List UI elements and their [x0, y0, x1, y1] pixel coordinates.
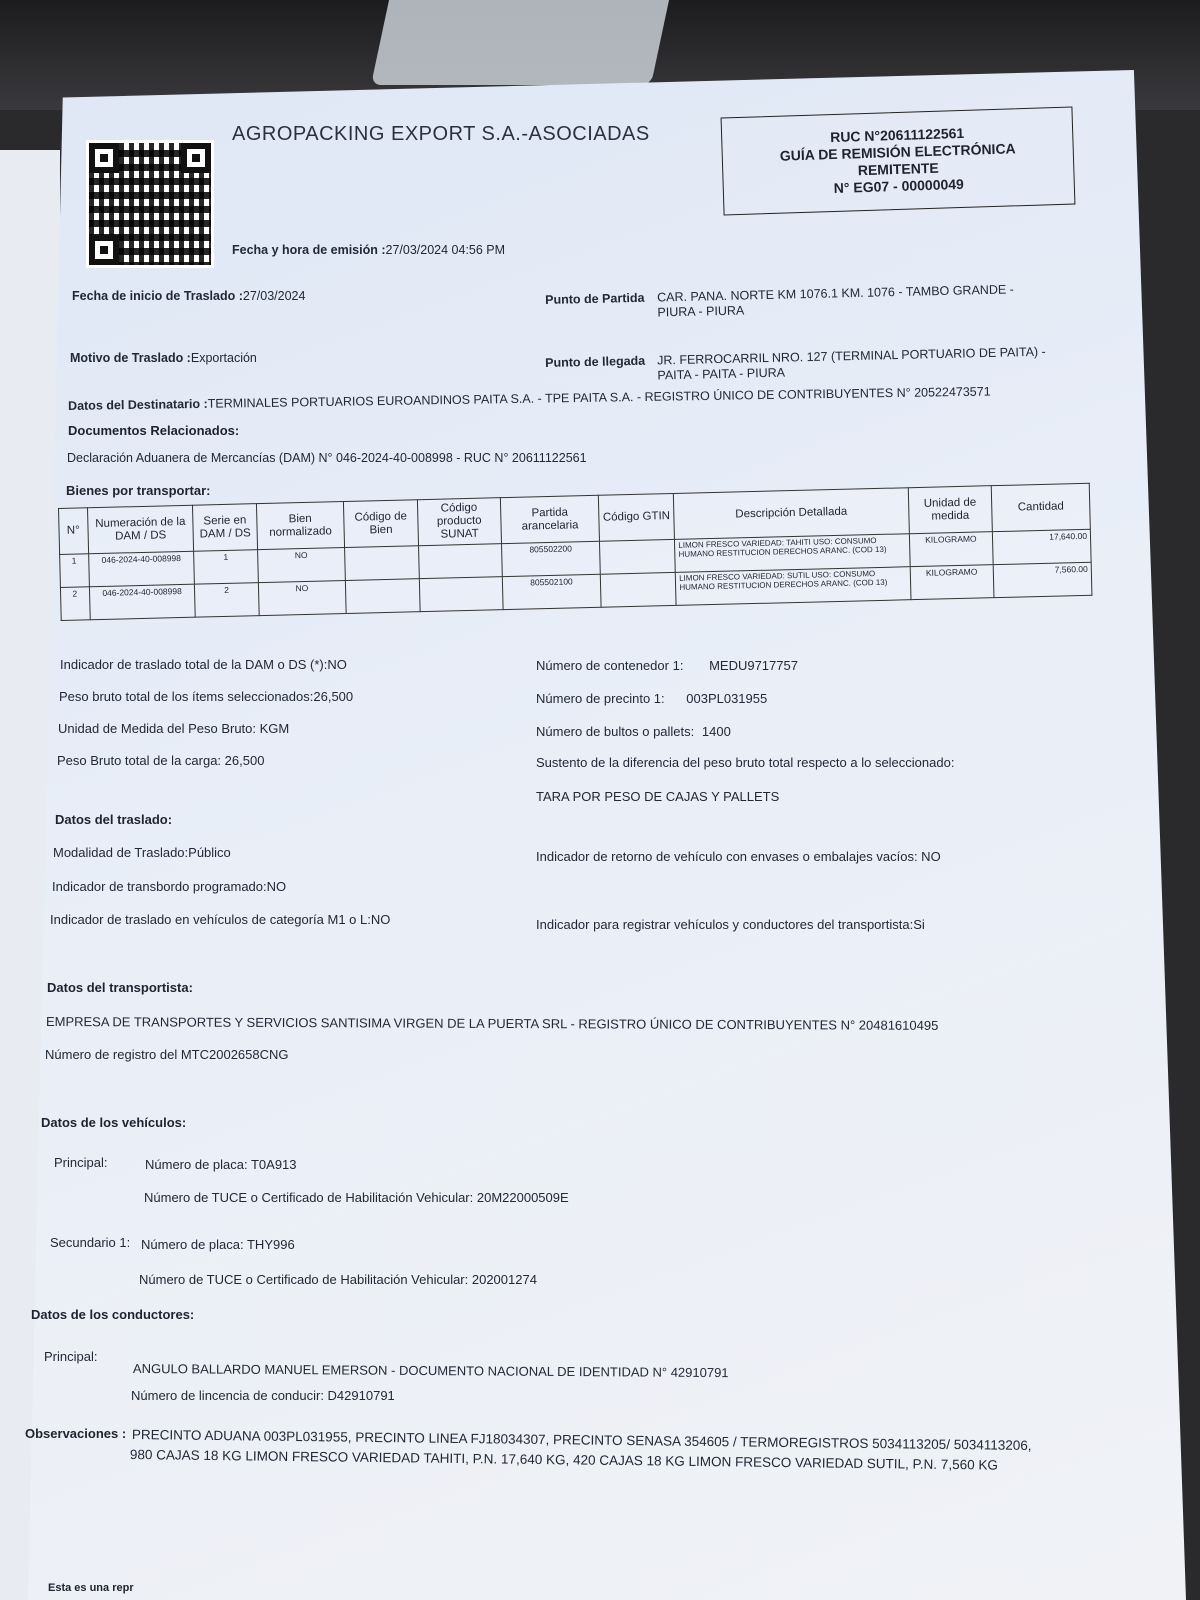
- table-cell: 805502200: [502, 541, 601, 576]
- container-number: Número de contenedor 1: MEDU9717757: [536, 658, 798, 673]
- transshipment-indicator: Indicador de transbordo programado:NO: [52, 879, 287, 894]
- column-header: Bien normalizado: [256, 502, 345, 550]
- table-cell: [600, 572, 676, 607]
- document-subtype: REMITENTE: [857, 159, 939, 179]
- observations-label: Observaciones :: [25, 1426, 127, 1441]
- weight-difference-value: TARA POR PESO DE CAJAS Y PALLETS: [536, 789, 780, 804]
- departure-point: Punto de Partida CAR. PANA. NORTE KM 1076.1 KM. 1076 - TAMBO GRANDE - PIURA - PIURA: [545, 282, 1015, 320]
- arrival-point: Punto de llegada JR. FERROCARRIL NRO. 127 (TERMINAL PORTUARIO DE PAITA) - PAITA - PAITA - PIURA: [545, 344, 1046, 383]
- table-cell: 046-2024-40-008998: [89, 584, 196, 620]
- ruc-box: [721, 106, 1076, 215]
- table-cell: 2: [195, 583, 259, 618]
- related-docs-value: Declaración Aduanera de Mercancías (DAM) N° 046-2024-40-008998 - RUC N° 20611122561: [67, 451, 587, 465]
- vehicle-secondary-plate: Número de placa: THY996: [141, 1237, 295, 1252]
- carrier-name: EMPRESA DE TRANSPORTES Y SERVICIOS SANTISIMA VIRGEN DE LA PUERTA SRL - REGISTRO ÚNICO DE CONTRIBUYENTES N° 20481610495: [45, 1014, 939, 1033]
- vehicle-principal-label: Principal:: [54, 1155, 108, 1170]
- column-header: Serie en DAM / DS: [193, 504, 257, 552]
- driver-license: Número de lincencia de conducir: D42910791: [131, 1388, 395, 1403]
- table-cell: KILOGRAMO: [910, 565, 994, 600]
- table-cell: KILOGRAMO: [909, 532, 993, 567]
- carrier-mtc: Número de registro del MTC2002658CNG: [45, 1047, 289, 1062]
- table-cell: 805502100: [502, 574, 601, 609]
- transfer-title: Datos del traslado:: [55, 812, 173, 827]
- table-cell: 2: [60, 587, 89, 621]
- related-docs-title: Documentos Relacionados:: [68, 423, 240, 438]
- table-cell: 1: [60, 554, 89, 588]
- background-console: [371, 0, 669, 85]
- drivers-title: Datos de los conductores:: [31, 1307, 195, 1322]
- table-cell: LIMON FRESCO VARIEDAD: TAHITI USO: CONSUMO HUMANO RESTITUCION DERECHOS ARANC. (COD 13): [675, 534, 910, 573]
- vehicle-principal-tuce: Número de TUCE o Certificado de Habilitación Vehicular: 20M22000509E: [144, 1190, 569, 1205]
- vehicle-principal-plate: Número de placa: T0A913: [145, 1157, 297, 1172]
- qr-code: [86, 140, 214, 268]
- total-transfer-indicator: Indicador de traslado total de la DAM o DS (*):NO: [60, 657, 347, 672]
- goods-title: Bienes por transportar:: [66, 483, 211, 498]
- table-cell: [346, 579, 420, 614]
- qr-finder-icon: [181, 143, 211, 173]
- table-cell: [419, 577, 503, 612]
- driver-principal-label: Principal:: [44, 1349, 98, 1364]
- recipient: Datos del Destinatario :TERMINALES PORTUARIOS EUROANDINOS PAITA S.A. - TPE PAITA S.A. - REGISTRO ÚNICO DE CONTRIBUYENTES N° 20522473571: [68, 384, 991, 413]
- observations-line-1: PRECINTO ADUANA 003PL031955, PRECINTO LINEA FJ18034307, PRECINTO SENASA 354605 / TERMOREGISTROS 5034113205/ 5034113206,: [131, 1427, 1032, 1453]
- column-header: Partida arancelaria: [500, 495, 599, 543]
- table-cell: 7,560.00: [993, 562, 1092, 597]
- emission-date: Fecha y hora de emisión :27/03/2024 04:56 PM: [232, 243, 506, 257]
- table-cell: 046-2024-40-008998: [88, 551, 195, 587]
- table-cell: LIMON FRESCO VARIEDAD: SUTIL USO: CONSUMO HUMANO RESTITUCION DERECHOS ARANC. (COD 13): [676, 567, 911, 606]
- transfer-reason: Motivo de Traslado :Exportación: [70, 351, 257, 365]
- document-type: GUÍA DE REMISIÓN ELECTRÓNICA: [779, 140, 1016, 164]
- table-cell: [599, 539, 675, 574]
- column-header: N°: [59, 508, 89, 555]
- table-cell: 17,640.00: [992, 529, 1091, 564]
- table-cell: NO: [257, 548, 345, 583]
- carrier-title: Datos del transportista:: [47, 980, 193, 995]
- column-header: Unidad de medida: [908, 486, 993, 534]
- table-cell: NO: [258, 580, 346, 615]
- total-gross-weight: Peso Bruto total de la carga: 26,500: [57, 753, 265, 768]
- vehicle-secondary-tuce: Número de TUCE o Certificado de Habilitación Vehicular: 202001274: [139, 1272, 537, 1287]
- qr-finder-icon: [89, 235, 119, 265]
- register-indicator: Indicador para registrar vehículos y conductores del transportista:Si: [536, 917, 925, 932]
- column-header: Código de Bien: [344, 500, 418, 548]
- observations-line-2: 980 CAJAS 18 KG LIMON FRESCO VARIEDAD TAHITI, P.N. 17,640 KG, 420 CAJAS 18 KG LIMON FRESCO VARIEDAD SUTIL, P.N. 7,560 KG: [129, 1447, 998, 1473]
- column-header: Código GTIN: [598, 493, 674, 541]
- weight-difference-reason: Sustento de la diferencia del peso bruto total respecto a lo seleccionado:: [536, 755, 955, 770]
- driver-name: ANGULO BALLARDO MANUEL EMERSON - DOCUMENTO NACIONAL DE IDENTIDAD N° 42910791: [132, 1361, 729, 1381]
- column-header: Código producto SUNAT: [417, 498, 502, 546]
- seal-number: Número de precinto 1: 003PL031955: [536, 691, 768, 706]
- m1l-indicator: Indicador de traslado en vehículos de categoría M1 o L:NO: [50, 912, 391, 927]
- qr-finder-icon: [89, 143, 119, 173]
- ruc-number: RUC N°20611122561: [829, 124, 965, 146]
- document-number: N° EG07 - 00000049: [833, 175, 965, 197]
- footer-note: Esta es una repr: [48, 1582, 134, 1594]
- table-cell: [418, 544, 502, 579]
- return-indicator: Indicador de retorno de vehículo con envases o embalajes vacíos: NO: [536, 849, 941, 864]
- column-header: Cantidad: [991, 483, 1090, 531]
- vehicles-title: Datos de los vehículos:: [41, 1115, 187, 1130]
- table-cell: [345, 546, 419, 581]
- column-header: Descripción Detallada: [674, 488, 909, 540]
- gross-weight-selected: Peso bruto total de los ítems seleccionados:26,500: [59, 689, 354, 704]
- weight-unit: Unidad de Medida del Peso Bruto: KGM: [58, 721, 290, 736]
- company-name: AGROPACKING EXPORT S.A.-ASOCIADAS: [232, 123, 650, 145]
- vehicle-secondary-label: Secundario 1:: [50, 1235, 131, 1250]
- start-date: Fecha de inicio de Traslado :27/03/2024: [72, 289, 306, 303]
- table-cell: 1: [194, 550, 258, 585]
- column-header: Numeración de la DAM / DS: [87, 505, 194, 554]
- packages-count: Número de bultos o pallets: 1400: [536, 724, 731, 739]
- transfer-modality: Modalidad de Traslado:Público: [53, 845, 231, 860]
